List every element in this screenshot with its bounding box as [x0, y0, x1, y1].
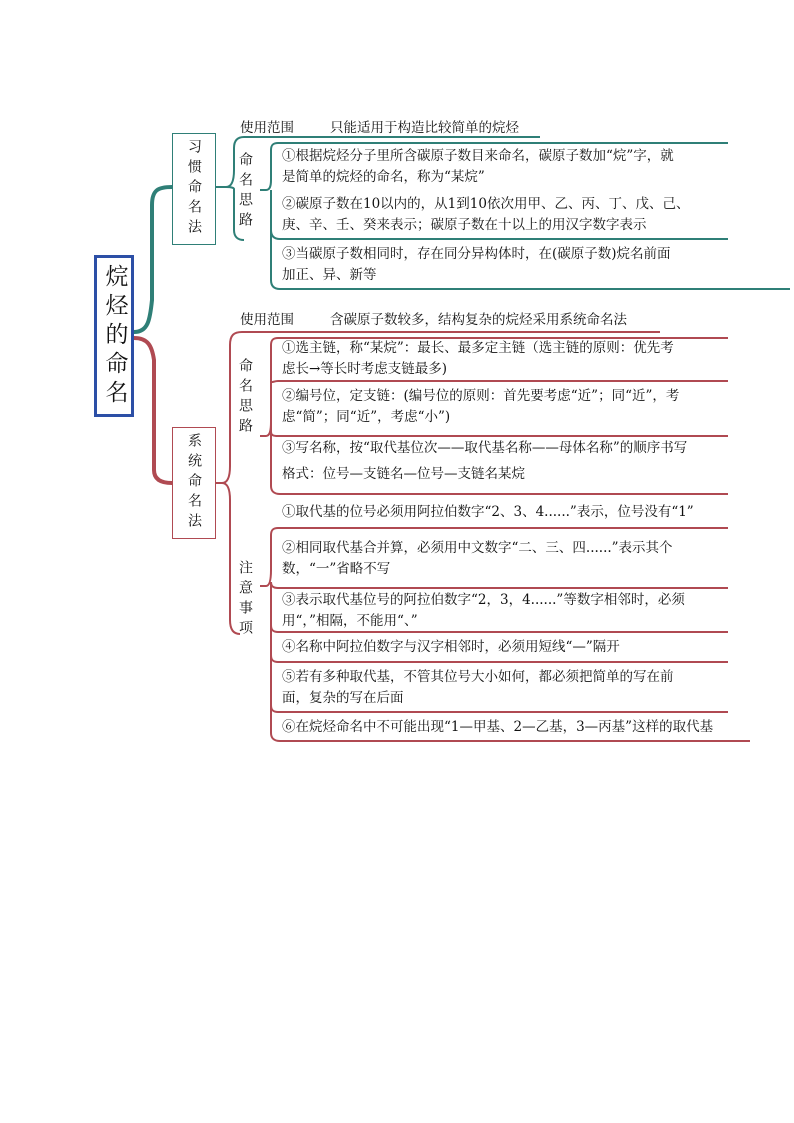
root-title: 烷烃的命名	[101, 263, 128, 409]
habitual-idea-label: 命名思路	[237, 152, 253, 232]
root-node	[94, 255, 134, 417]
note-4: ④名称中阿拉伯数字与汉字相邻时，必须用短线“—”隔开	[282, 639, 620, 655]
systematic-idea-label: 命名思路	[237, 358, 253, 438]
habitual-naming-node	[172, 133, 216, 245]
habitual-idea-3: ③当碳原子数相同时，存在同分异构体时，在(碳原子数)烷名前面 加正、异、新等	[282, 246, 671, 283]
systematic-idea-1: ①选主链，称“某烷”：最长、最多定主链（选主链的原则：优先考 虑长→等长时考虑支链最多)	[282, 340, 674, 377]
habitual-scope-text: 只能适用于构造比较简单的烷烃	[330, 120, 519, 136]
habitual-idea-1: ①根据烷烃分子里所含碳原子数目来命名，碳原子数加“烷”字，就 是简单的烷烃的命名，称为“某烷”	[282, 148, 674, 185]
systematic-idea-2: ②编号位，定支链：(编号位的原则：首先要考虑“近”；同“近”，考 虑“简”；同“近”，考虑“小”)	[282, 388, 680, 425]
habitual-scope-label: 使用范围	[240, 120, 294, 136]
note-1: ①取代基的位号必须用阿拉伯数字“2、3、4......”表示，位号没有“1”	[282, 504, 694, 520]
systematic-scope-text: 含碳原子数较多，结构复杂的烷烃采用系统命名法	[330, 312, 627, 328]
note-2: ②相同取代基合并算，必须用中文数字“二、三、四......”表示其个 数，“一”省略不写	[282, 540, 673, 577]
systematic-scope-label: 使用范围	[240, 312, 294, 328]
systematic-idea-3: ③写名称，按“取代基位次——取代基名称——母体名称”的顺序书写 格式：位号—支链名—位号—支链名某烷	[282, 440, 688, 482]
note-6: ⑥在烷烃命名中不可能出现“1—甲基、2—乙基，3—丙基”这样的取代基	[282, 719, 714, 735]
note-3: ③表示取代基位号的阿拉伯数字“2，3，4......”等数字相邻时，必须 用“，”相隔，不能用“、”	[282, 592, 685, 629]
systematic-notes-label: 注意事项	[237, 560, 253, 640]
note-5: ⑤若有多种取代基，不管其位号大小如何，都必须把简单的写在前 面，复杂的写在后面	[282, 669, 674, 706]
habitual-idea-2: ②碳原子数在10以内的，从1到10依次用甲、乙、丙、丁、戊、己、 庚、辛、壬、癸来表示；碳原子数在十以上的用汉字数字表示	[282, 196, 690, 233]
systematic-title: 系统命名法	[186, 433, 202, 533]
systematic-naming-node	[172, 427, 216, 539]
habitual-title: 习惯命名法	[186, 139, 202, 239]
